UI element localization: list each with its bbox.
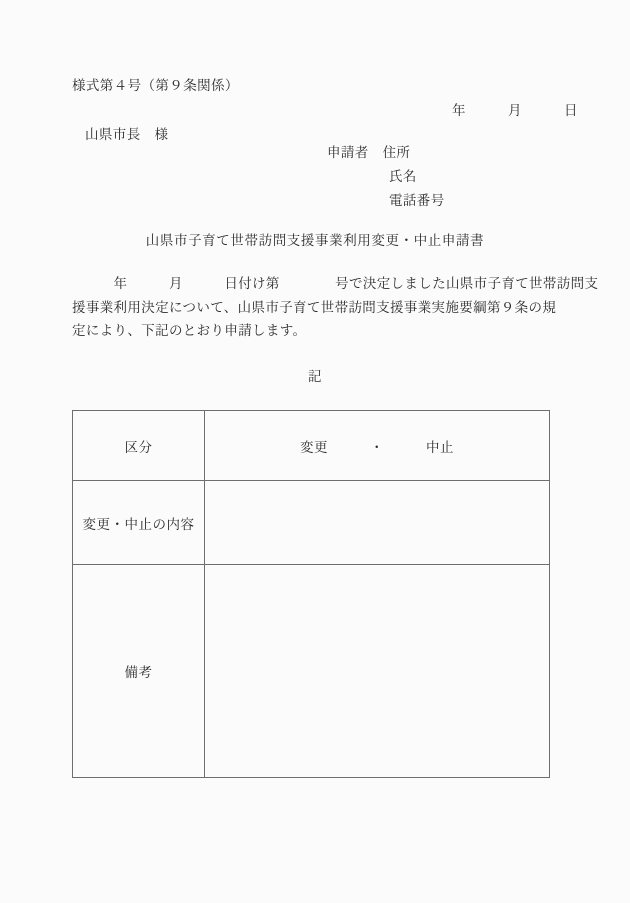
table-row — [73, 565, 550, 778]
applicant-field-name: 氏名 — [389, 169, 417, 184]
addressee: 山県市長 様 — [85, 127, 169, 142]
applicant-phone-row — [327, 194, 445, 208]
applicant-field-address: 住所 — [382, 145, 411, 160]
body-line-2: 援事業利用決定について、山県市子育て世帯訪問支援事業実施要綱第９条の規 — [72, 299, 557, 315]
ki-marker: 記 — [308, 369, 322, 384]
table-label-naiyou: 変更・中止の内容 — [73, 481, 205, 565]
body-line-3: 定により、下記のとおり申請します。 — [72, 323, 307, 338]
table-value-kubun[interactable]: 変更 ・ 中止 — [205, 411, 550, 481]
table-row — [73, 411, 550, 481]
body-paragraph — [72, 276, 599, 338]
applicant-block — [327, 146, 445, 208]
applicant-field-phone: 電話番号 — [389, 193, 445, 208]
applicant-address-row — [327, 146, 445, 160]
table-row — [73, 481, 550, 565]
application-table — [72, 410, 550, 778]
table-label-bikou: 備考 — [73, 565, 205, 778]
applicant-name-row — [327, 170, 445, 184]
table-value-naiyou[interactable] — [205, 481, 550, 565]
date-line: 年 月 日 — [452, 103, 578, 118]
table-value-bikou[interactable] — [205, 565, 550, 778]
form-code: 様式第４号（第９条関係） — [72, 78, 239, 93]
page-title: 山県市子育て世帯訪問支援事業利用変更・中止申請書 — [145, 233, 485, 248]
body-line-1: 年 月 日付け第 号で決定しました山県市子育て世帯訪問支 — [72, 276, 599, 291]
applicant-label: 申請者 — [327, 145, 369, 160]
table-label-kubun: 区分 — [73, 411, 205, 481]
